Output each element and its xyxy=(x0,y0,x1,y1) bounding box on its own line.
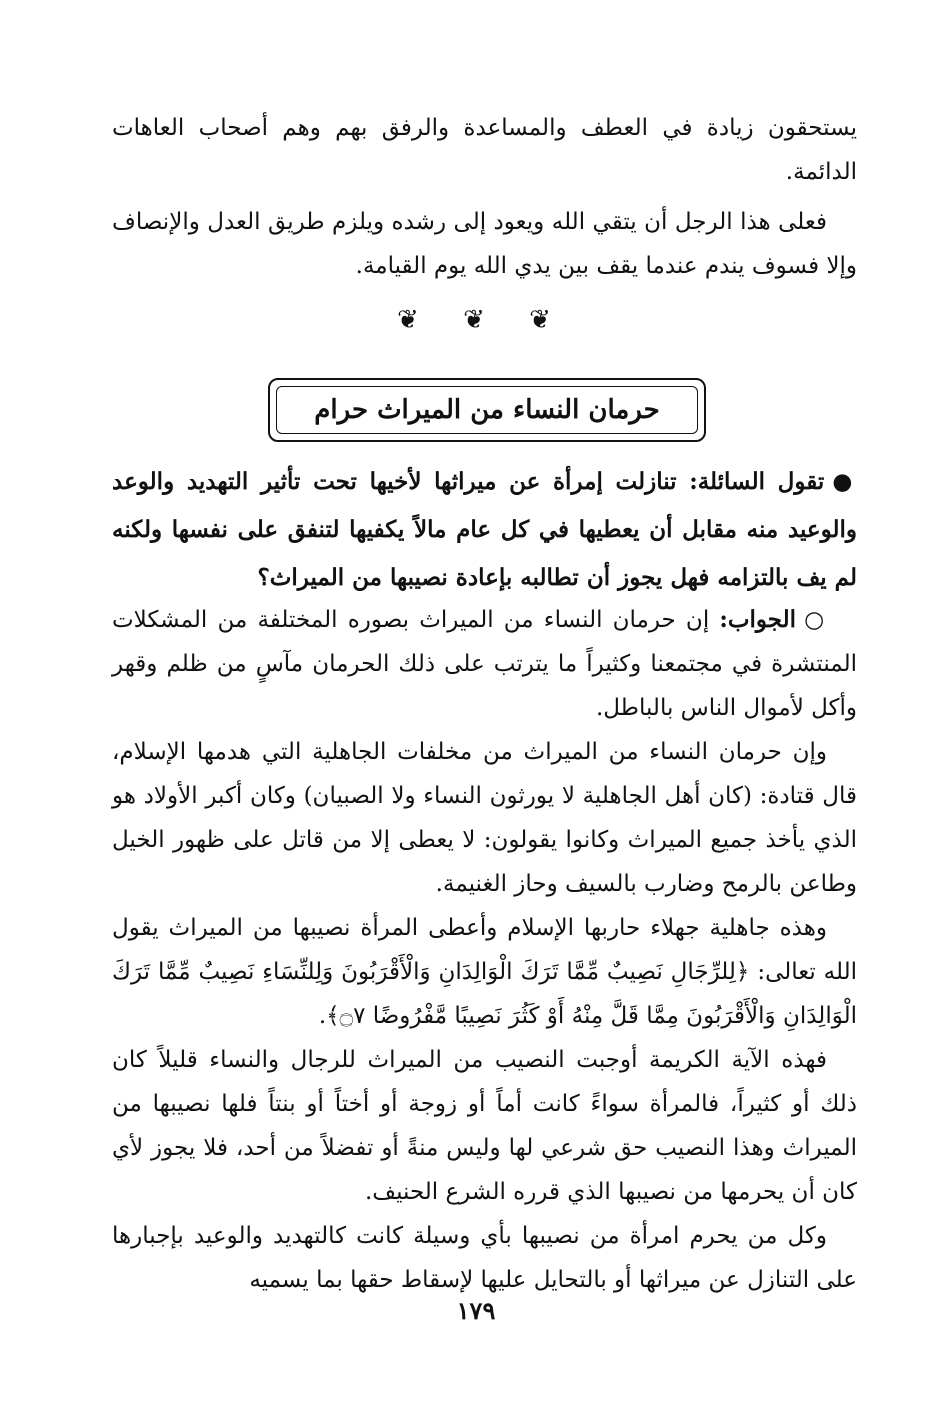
question-text: تنازلت إمرأة عن ميراثها لأخيها تحت تأثير التهديد والوعد والوعيد منه مقابل أن يعطيها في كل عام مالاً يكفيها لتنفق على نفسها ولكنه لم يف بالتزامه فهل يجوز أن تطالبه بإعادة نصيبها من الميراث؟ xyxy=(112,468,857,591)
question-label: تقول السائلة: xyxy=(689,468,825,495)
top-text-block xyxy=(112,106,857,288)
question-paragraph xyxy=(112,458,857,602)
paragraph-verse-meaning: فهذه الآية الكريمة أوجبت النصيب من الميراث للرجال والنساء قليلاً كان ذلك أو كثيراً، فالمرأة سواءً كانت أماً أو زوجة أو أختاً أو بنتاً فلها نصيبها من الميراث وهذا النصيب حق شرعي لها وليس منةً أو تفضلاً من أحد، فلا يجوز لأي كان أن يحرمها من نصيبها الذي قرره الشرع الحنيف. xyxy=(112,1047,857,1205)
answer-label: الجواب: xyxy=(719,606,797,633)
hollow-bullet-icon: ○ xyxy=(804,607,827,633)
ornament-glyph-icon: ❦ xyxy=(463,305,489,335)
section-title-frame xyxy=(268,378,706,442)
answer-text: إن حرمان النساء من الميراث بصوره المختلفة من المشكلات المنتشرة في مجتمعنا وكثيراً ما يترتب على ذلك الحرمان مآسٍ من ظلم وقهر وأكل لأموال الناس بالباطل. xyxy=(112,607,857,721)
paragraph-jahiliya: وإن حرمان النساء من الميراث من مخلفات الجاهلية التي هدمها الإسلام، قال قتادة: (كان أهل الجاهلية لا يورثون النساء ولا الصبيان) وكان أكبر الأولاد هو الذي يأخذ جميع الميراث وكانوا يقولون: لا يعطى إلا من قاتل على ظهور الخيل وطاعن بالرمح وضارب بالسيف وحاز الغنيمة. xyxy=(112,739,857,897)
paragraph-verse xyxy=(112,906,857,1038)
verse-end: . xyxy=(318,1003,327,1029)
bullet-icon: ● xyxy=(832,468,857,495)
quran-verse: ﴿لِلرِّجَالِ نَصِيبٌ مِّمَّا تَرَكَ الْوَالِدَانِ وَالْأَقْرَبُونَ وَلِلنِّسَاءِ نَصِيبٌ مِّمَّا تَرَكَ الْوَالِدَانِ وَالْأَقْرَبُونَ مِمَّا قَلَّ مِنْهُ أَوْ كَثُرَ نَصِيبًا مَّفْرُوضًا ۝٧﴾ xyxy=(112,959,857,1029)
answer-block xyxy=(112,598,857,1302)
ornament-glyph-icon: ❦ xyxy=(529,305,555,335)
paragraph-continuation: يستحقون زيادة في العطف والمساعدة والرفق بهم وهم أصحاب العاهات الدائمة. xyxy=(112,115,857,185)
section-title: حرمان النساء من الميراث حرام xyxy=(314,395,660,425)
page-number: ١٧٩ xyxy=(456,1296,496,1325)
paragraph-advice: فعلى هذا الرجل أن يتقي الله ويعود إلى رشده ويلزم طريق العدل والإنصاف وإلا فسوف يندم عندما يقف بين يدي الله يوم القيامة. xyxy=(112,209,857,279)
ornament-glyph-icon: ❦ xyxy=(397,305,423,335)
answer-paragraph xyxy=(112,598,857,730)
question-block xyxy=(112,458,857,602)
verse-intro: وهذه جاهلية جهلاء حاربها الإسلام وأعطى المرأة نصيبها من الميراث يقول الله تعالى: xyxy=(112,915,858,985)
paragraph-final: وكل من يحرم امرأة من نصيبها بأي وسيلة كانت كالتهديد والوعيد بإجبارها على التنازل عن ميراثها أو بالتحايل عليها لإسقاط حقها بما يسميه xyxy=(112,1223,857,1293)
ornament-separator xyxy=(0,300,952,340)
